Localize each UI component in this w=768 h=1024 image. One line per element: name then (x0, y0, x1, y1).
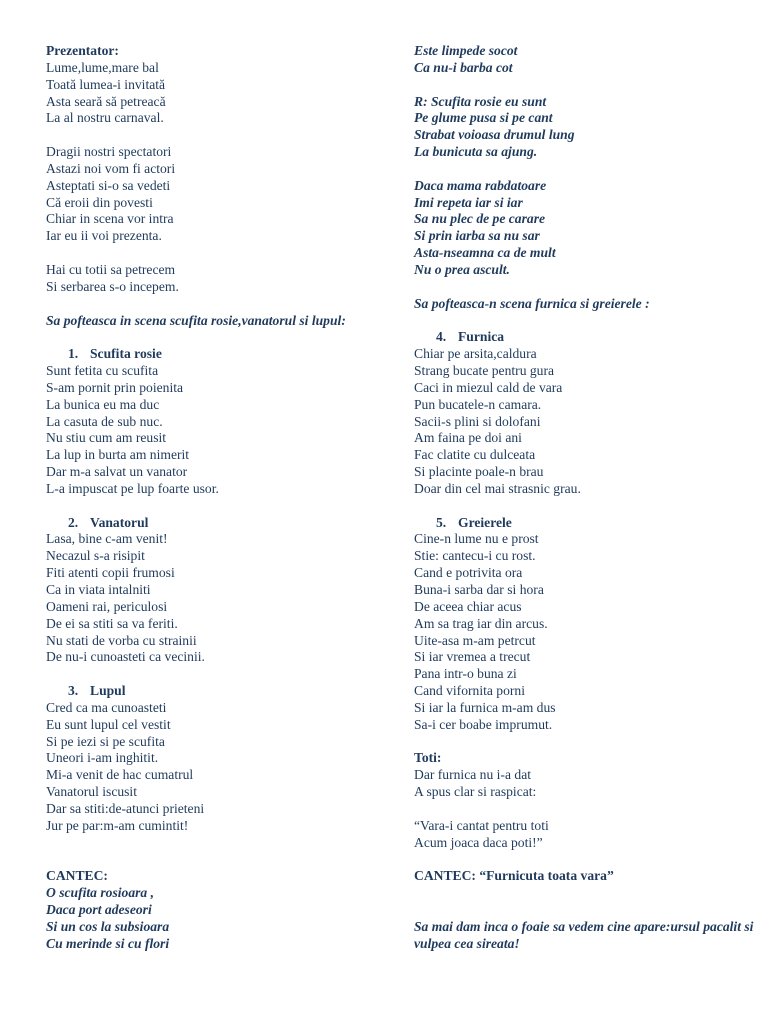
verse-line: Lume,lume,mare bal (46, 59, 159, 75)
verse-line: Mi-a venit de hac cumatrul (46, 767, 194, 783)
section-heading-5: 5. Greierele (436, 514, 512, 530)
intro-stanza-1 (46, 60, 366, 127)
prezentator-label: Prezentator: (46, 43, 119, 58)
stage-direction: Sa pofteasca-n scena furnica si greierele : (414, 295, 650, 311)
verse-line: Cand e potrivita ora (414, 565, 523, 581)
verse-line: Dar m-a salvat un vanator (46, 464, 188, 480)
refrain-2 (414, 178, 754, 279)
verse-line: Astazi noi vom fi actori (46, 160, 176, 176)
verse-line: Sunt fetita cu scufita (46, 363, 159, 379)
song-title: CANTEC: “Furnicuta toata vara” (414, 868, 614, 884)
song-line: Si un cos la subsioara (46, 918, 170, 934)
section-heading-1: 1. Scufita rosie (68, 346, 162, 362)
verse-line: Strang bucate pentru gura (414, 363, 555, 379)
verse-line: La lup in burta am nimerit (46, 447, 190, 463)
section-heading-2: 2. Vanatorul (68, 514, 149, 530)
verse-line: “Vara-i cantat pentru toti (414, 817, 549, 833)
song-label: CANTEC: (46, 868, 108, 884)
verse-line: Caci in miezul cald de vara (414, 379, 563, 395)
song-line: Cu merinde si cu flori (46, 935, 170, 951)
verse-line: Iar eu ii voi prezenta. (46, 228, 162, 244)
song-verses (46, 885, 366, 952)
verse-line: Nu stati de vorba cu strainii (46, 632, 197, 648)
verse-line: Vanatorul iscusit (46, 784, 137, 800)
verse-line: Doar din cel mai strasnic grau. (414, 480, 581, 496)
verse-line: Dragii nostri spectatori (46, 144, 172, 160)
song-line: Pe glume pusa si pe cant (414, 110, 553, 126)
song-line: Daca port adeseori (46, 902, 152, 918)
verse-line: La casuta de sub nuc. (46, 413, 163, 429)
verse-line: Că eroii din povesti (46, 194, 153, 210)
verse-line: Oameni rai, periculosi (46, 598, 168, 614)
song-line: Imi repeta iar si iar (414, 194, 523, 210)
song-line: Asta-nseamna ca de mult (414, 245, 556, 261)
refrain-1 (414, 94, 754, 161)
verse-line: Necazul s-a risipit (46, 548, 145, 564)
verse-line: Eu sunt lupul cel vestit (46, 716, 171, 732)
song-line: Si prin iarba sa nu sar (414, 228, 540, 244)
verse-line: Si placinte poale-n brau (414, 464, 544, 480)
verse-line: A spus clar si raspicat: (414, 784, 537, 800)
toti-verses (414, 767, 754, 801)
section-heading-3: 3. Lupul (68, 683, 126, 699)
verse-line: Si iar la furnica m-am dus (414, 699, 556, 715)
verse-line: Chiar in scena vor intra (46, 211, 174, 227)
verse-line: Chiar pe arsita,caldura (414, 346, 537, 362)
verse-line: Fiti atenti copii frumosi (46, 565, 175, 581)
intro-stanza-3 (46, 262, 366, 296)
song-line: Sa nu plec de pe carare (414, 211, 546, 227)
verse-line: Si iar vremea a trecut (414, 649, 531, 665)
song-line: Este limpede socot (414, 43, 518, 58)
verse-line: Cred ca ma cunoasteti (46, 699, 167, 715)
verse-line: Jur pe par:m-am cumintit! (46, 817, 189, 833)
song-line: La bunicuta sa ajung. (414, 144, 538, 160)
verse-line: Dar furnica nu i-a dat (414, 767, 532, 783)
verse-line: Cand vifornita porni (414, 683, 525, 699)
song-line: Strabat voioasa drumul lung (414, 127, 575, 143)
verse-line: Si serbarea s-o incepem. (46, 278, 179, 294)
verse-line: Cine-n lume nu e prost (414, 531, 539, 547)
verse-line: S-am pornit prin poienita (46, 379, 184, 395)
verse-line: Asteptati si-o sa vedeti (46, 177, 171, 193)
verse-line: Stie: cantecu-i cu rost. (414, 548, 536, 564)
section-heading-4: 4. Furnica (436, 329, 505, 345)
verse-line: Sa-i cer boabe imprumut. (414, 716, 553, 732)
verse-line: Nu stiu cum am reusit (46, 430, 167, 446)
verse-line: Sacii-s plini si dolofani (414, 413, 541, 429)
scufita-verses (46, 363, 366, 498)
verse-line: Acum joaca daca poti!” (414, 834, 543, 850)
verse-line: Uite-asa m-am petrcut (414, 632, 536, 648)
verse-line: Hai cu totii sa petrecem (46, 261, 176, 277)
verse-line: Ca in viata intalniti (46, 582, 151, 597)
verse-line: L-a impuscat pe lup foarte usor. (46, 480, 219, 496)
song-line: O scufita rosioara , (46, 885, 155, 901)
verse-line: Am faina pe doi ani (414, 430, 522, 446)
song-line: Ca nu-i barba cot (414, 59, 513, 75)
verse-line: Toată lumea-i invitată (46, 76, 166, 92)
verse-line: De aceea chiar acus (414, 598, 522, 614)
song-line: Nu o prea ascult. (414, 261, 510, 277)
verse-line: De nu-i cunoasteti ca vecinii. (46, 649, 205, 665)
stage-direction: Sa pofteasca in scena scufita rosie,vanatorul si lupul: (46, 312, 346, 328)
song-line: Daca mama rabdatoare (414, 177, 547, 193)
closing-direction: Sa mai dam inca o foaie sa vedem cine apare:ursul pacalit si vulpea cea sireata! (414, 918, 754, 951)
furnica-verses (414, 346, 754, 498)
verse-line: Pun bucatele-n camara. (414, 396, 542, 412)
verse-line: Lasa, bine c-am venit! (46, 531, 168, 547)
verse-line: Uneori i-am inghitit. (46, 750, 159, 766)
verse-line: Si pe iezi si pe scufita (46, 733, 165, 749)
left-column (46, 43, 366, 953)
song-line: R: Scufita rosie eu sunt (414, 93, 547, 109)
verse-line: Am sa trag iar din arcus. (414, 615, 548, 631)
verse-line: Pana intr-o buna zi (414, 666, 517, 682)
right-column (414, 43, 754, 953)
verse-line: Fac clatite cu dulceata (414, 447, 536, 463)
intro-stanza-2 (46, 144, 366, 245)
greierele-verses (414, 531, 754, 733)
toti-label: Toti: (414, 750, 442, 766)
verse-line: Dar sa stiti:de-atunci prieteni (46, 800, 205, 816)
song-continued (414, 43, 754, 77)
vanatorul-verses (46, 531, 366, 666)
verse-line: La bunica eu ma duc (46, 396, 160, 412)
quote (414, 818, 754, 852)
verse-line: Buna-i sarba dar si hora (414, 582, 544, 597)
verse-line: La al nostru carnaval. (46, 110, 164, 126)
verse-line: De ei sa stiti sa va feriti. (46, 615, 178, 631)
verse-line: Asta seară să petreacă (46, 93, 166, 109)
lupul-verses (46, 700, 366, 835)
